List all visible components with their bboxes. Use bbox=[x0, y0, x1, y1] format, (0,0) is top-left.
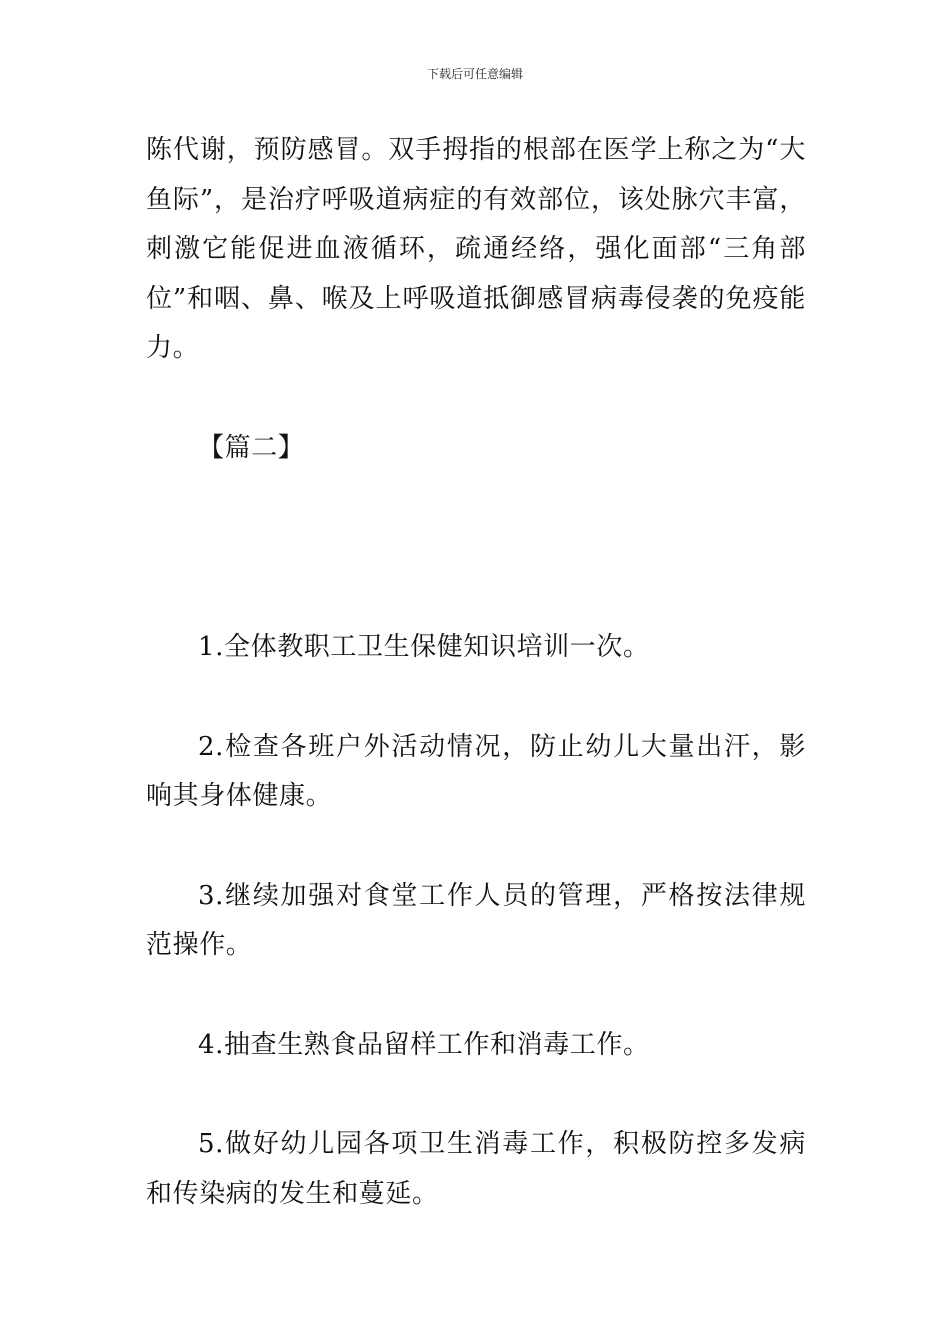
section-title: 【篇二】 bbox=[198, 432, 305, 463]
list-item: 4.抽查生熟食品留样工作和消毒工作。 bbox=[198, 1029, 650, 1060]
intro-paragraph: 陈代谢，预防感冒。双手拇指的根部在医学上称之为“大鱼际”，是治疗呼吸道病症的有效部位，该处脉穴丰富，刺激它能促进血液循环，疏通经络，强化面部“三角部位”和咽、鼻、喉及上呼吸道抵御感冒病毒侵袭的免疫能力。 bbox=[146, 135, 806, 363]
list-item: 3.继续加强对食堂工作人员的管理，严格按法律规范操作。 bbox=[146, 880, 806, 960]
page-header: 下载后可任意编辑 bbox=[426, 67, 523, 81]
list-item: 5.做好幼儿园各项卫生消毒工作，积极防控多发病和传染病的发生和蔓延。 bbox=[146, 1129, 806, 1209]
list-item: 1.全体教职工卫生保健知识培训一次。 bbox=[198, 632, 650, 662]
document-body bbox=[146, 126, 806, 1269]
list-item: 2.检查各班户外活动情况，防止幼儿大量出汗，影响其身体健康。 bbox=[146, 731, 806, 811]
